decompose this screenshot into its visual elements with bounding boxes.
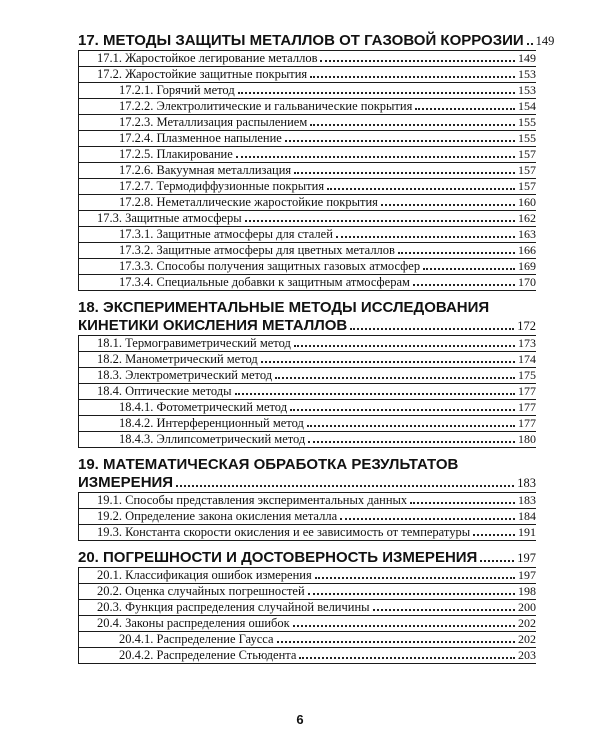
toc-entry-page: 154 xyxy=(518,99,536,113)
toc-chapter xyxy=(78,549,536,664)
dot-leader xyxy=(413,284,515,286)
toc-section-row[interactable] xyxy=(79,51,536,67)
toc-entry-label: 17.2.5. Плакирование xyxy=(119,147,233,161)
toc-entry-label: 17.2.7. Термодиффузионные покрытия xyxy=(119,179,325,193)
chapter-title-line: 18. ЭКСПЕРИМЕНТАЛЬНЫЕ МЕТОДЫ ИССЛЕДОВАНИЯ xyxy=(78,299,490,316)
toc-entry-label: 17.2.2. Электролитические и гальванические покрытия xyxy=(119,99,413,113)
toc-entry-page: 177 xyxy=(518,400,536,414)
toc-entry-label: 20.3. Функция распределения случайной величины xyxy=(97,600,370,614)
toc-entries xyxy=(78,336,536,448)
dot-leader xyxy=(415,108,515,110)
toc-entry-label: 18.3. Электрометрический метод xyxy=(97,368,273,382)
toc-entry-label: 20.1. Классификация ошибок измерения xyxy=(97,568,312,582)
toc-entry-page: 173 xyxy=(518,336,536,350)
toc-entry-label: 17.3.4. Специальные добавки к защитным атмосферам xyxy=(119,275,410,289)
toc-chapter xyxy=(78,456,536,541)
dot-leader xyxy=(423,268,515,270)
toc-entry-page: 157 xyxy=(518,179,536,193)
dot-leader xyxy=(245,220,515,222)
toc-entry-label: 18.4.1. Фотометрический метод xyxy=(119,400,288,414)
dot-leader xyxy=(307,425,515,427)
dot-leader xyxy=(285,140,515,142)
toc-entry-page: 198 xyxy=(518,584,536,598)
toc-entries xyxy=(78,568,536,664)
toc-entry-page: 175 xyxy=(518,368,536,382)
toc-entry-page: 184 xyxy=(518,509,536,523)
toc-entry-label: 18.4.3. Эллипсометрический метод xyxy=(119,432,306,446)
dot-leader xyxy=(473,534,515,536)
toc-entry-label: 17.2. Жаростойкие защитные покрытия xyxy=(97,67,308,81)
toc-entry-page: 202 xyxy=(518,616,536,630)
toc-entry-page: 155 xyxy=(518,131,536,145)
dot-leader xyxy=(294,172,515,174)
dot-leader xyxy=(261,361,515,363)
toc-entry-label: 17.3.2. Защитные атмосферы для цветных металлов xyxy=(119,243,395,257)
toc-entry-label: 17.2.1. Горячий метод xyxy=(119,83,235,97)
toc-entry-page: 157 xyxy=(518,147,536,161)
toc-entry-label: 19.1. Способы представления экспериментальных данных xyxy=(97,493,408,507)
toc-subsection-row[interactable] xyxy=(79,227,536,243)
toc-subsection-row[interactable] xyxy=(79,195,536,211)
page-number: 6 xyxy=(296,712,304,727)
toc-section-row[interactable] xyxy=(79,509,536,525)
toc-subsection-row[interactable] xyxy=(79,275,536,291)
toc-section-row[interactable] xyxy=(79,211,536,227)
dot-leader xyxy=(294,345,515,347)
toc-entry-page: 166 xyxy=(518,243,536,257)
chapter-title: 17. МЕТОДЫ ЗАЩИТЫ МЕТАЛЛОВ ОТ ГАЗОВОЙ КОРРОЗИИ xyxy=(78,32,524,49)
toc-entry-page: 174 xyxy=(518,352,536,366)
chapter-heading[interactable] xyxy=(78,474,536,493)
toc-entry-page: 163 xyxy=(518,227,536,241)
toc-entry-page: 200 xyxy=(518,600,536,614)
chapter-title-line: 19. МАТЕМАТИЧЕСКАЯ ОБРАБОТКА РЕЗУЛЬТАТОВ xyxy=(78,456,459,473)
chapter-heading[interactable] xyxy=(78,549,536,568)
toc-section-row[interactable] xyxy=(79,336,536,352)
toc-entry-page: 169 xyxy=(518,259,536,273)
toc-entry-label: 17.2.3. Металлизация распылением xyxy=(119,115,308,129)
toc-entry-label: 20.2. Оценка случайных погрешностей xyxy=(97,584,305,598)
toc-subsection-row[interactable] xyxy=(79,400,536,416)
toc-subsection-row[interactable] xyxy=(79,259,536,275)
dot-leader xyxy=(527,43,533,45)
toc-chapter xyxy=(78,299,536,448)
chapter-page-number: 149 xyxy=(535,34,555,48)
dot-leader xyxy=(308,593,515,595)
dot-leader xyxy=(299,657,515,659)
toc-entry-label: 18.1. Термогравиметрический метод xyxy=(97,336,291,350)
toc-subsection-row[interactable] xyxy=(79,163,536,179)
chapter-page-number: 197 xyxy=(517,551,536,565)
toc-section-row[interactable] xyxy=(79,493,536,509)
toc-subsection-row[interactable] xyxy=(79,179,536,195)
toc-section-row[interactable] xyxy=(79,368,536,384)
toc-entry-page: 153 xyxy=(518,67,536,81)
toc-section-row[interactable] xyxy=(79,67,536,83)
toc-entry-page: 177 xyxy=(518,416,536,430)
dot-leader xyxy=(350,328,514,330)
toc-entry-page: 170 xyxy=(518,275,536,289)
toc-entry-label: 17.2.6. Вакуумная металлизация xyxy=(119,163,292,177)
toc-section-row[interactable] xyxy=(79,584,536,600)
toc-subsection-row[interactable] xyxy=(79,147,536,163)
dot-leader xyxy=(480,560,514,562)
chapter-title: 20. ПОГРЕШНОСТИ И ДОСТОВЕРНОСТЬ ИЗМЕРЕНИЯ xyxy=(78,549,478,566)
toc-entry-label: 20.4. Законы распределения ошибок xyxy=(97,616,290,630)
dot-leader xyxy=(176,485,514,487)
dot-leader xyxy=(293,625,515,627)
dot-leader xyxy=(238,92,515,94)
toc-entry-page: 155 xyxy=(518,115,536,129)
toc-subsection-row[interactable] xyxy=(79,99,536,115)
dot-leader xyxy=(336,236,515,238)
toc-entry-page: 191 xyxy=(518,525,536,539)
toc-entry-label: 17.2.4. Плазменное напыление xyxy=(119,131,282,145)
toc-entries xyxy=(78,51,536,291)
toc-entry-page: 202 xyxy=(518,632,536,646)
toc-entry-page: 157 xyxy=(518,163,536,177)
dot-leader xyxy=(308,441,515,443)
chapter-heading[interactable] xyxy=(78,317,536,336)
toc-entry-label: 17.2.8. Неметаллические жаростойкие покрытия xyxy=(119,195,378,209)
toc-entries xyxy=(78,493,536,541)
dot-leader xyxy=(327,188,515,190)
dot-leader xyxy=(320,60,515,62)
toc-entry-page: 183 xyxy=(518,493,536,507)
toc-subsection-row[interactable] xyxy=(79,648,536,664)
toc-entry-label: 17.1. Жаростойкое легирование металлов xyxy=(97,51,318,65)
toc-subsection-row[interactable] xyxy=(79,432,536,448)
toc-entry-page: 149 xyxy=(518,51,536,65)
dot-leader xyxy=(340,518,515,520)
chapter-title: ИЗМЕРЕНИЯ xyxy=(78,474,174,491)
chapter-page-number: 183 xyxy=(517,476,536,490)
dot-leader xyxy=(277,641,516,643)
toc-entry-page: 162 xyxy=(518,211,536,225)
toc-entry-label: 17.3.3. Способы получения защитных газовых атмосфер xyxy=(119,259,421,273)
chapter-page-number: 172 xyxy=(517,319,536,333)
dot-leader xyxy=(275,377,515,379)
toc-section-row[interactable] xyxy=(79,600,536,616)
toc-entry-page: 153 xyxy=(518,83,536,97)
toc-entry-label: 17.3. Защитные атмосферы xyxy=(97,211,242,225)
toc-section-row[interactable] xyxy=(79,384,536,400)
toc-subsection-row[interactable] xyxy=(79,115,536,131)
toc-subsection-row[interactable] xyxy=(79,632,536,648)
toc-entry-page: 197 xyxy=(518,568,536,582)
dot-leader xyxy=(310,76,515,78)
toc-entry-label: 20.4.1. Распределение Гаусса xyxy=(119,632,274,646)
toc-entry-label: 18.4. Оптические методы xyxy=(97,384,232,398)
toc-section-row[interactable] xyxy=(79,352,536,368)
chapter-title: КИНЕТИКИ ОКИСЛЕНИЯ МЕТАЛЛОВ xyxy=(78,317,348,334)
toc-section-row[interactable] xyxy=(79,616,536,632)
dot-leader xyxy=(235,393,515,395)
table-of-contents xyxy=(78,32,555,664)
dot-leader xyxy=(315,577,515,579)
toc-entry-label: 19.2. Определение закона окисления металла xyxy=(97,509,338,523)
toc-entry-label: 18.2. Манометрический метод xyxy=(97,352,258,366)
dot-leader xyxy=(381,204,515,206)
toc-subsection-row[interactable] xyxy=(79,416,536,432)
dot-leader xyxy=(290,409,515,411)
toc-entry-label: 17.3.1. Защитные атмосферы для сталей xyxy=(119,227,333,241)
toc-entry-page: 177 xyxy=(518,384,536,398)
toc-entry-label: 20.4.2. Распределение Стьюдента xyxy=(119,648,297,662)
dot-leader xyxy=(410,502,515,504)
toc-section-row[interactable] xyxy=(79,568,536,584)
toc-entry-page: 180 xyxy=(518,432,536,446)
dot-leader xyxy=(236,156,515,158)
toc-entry-page: 160 xyxy=(518,195,536,209)
dot-leader xyxy=(398,252,515,254)
toc-subsection-row[interactable] xyxy=(79,83,536,99)
dot-leader xyxy=(373,609,515,611)
chapter-heading[interactable] xyxy=(78,32,555,51)
toc-entry-label: 18.4.2. Интерференционный метод xyxy=(119,416,304,430)
toc-subsection-row[interactable] xyxy=(79,243,536,259)
toc-chapter xyxy=(78,32,555,291)
toc-subsection-row[interactable] xyxy=(79,131,536,147)
toc-entry-label: 19.3. Константа скорости окисления и ее зависимость от температуры xyxy=(97,525,471,539)
dot-leader xyxy=(310,124,515,126)
toc-entry-page: 203 xyxy=(518,648,536,662)
toc-section-row[interactable] xyxy=(79,525,536,541)
